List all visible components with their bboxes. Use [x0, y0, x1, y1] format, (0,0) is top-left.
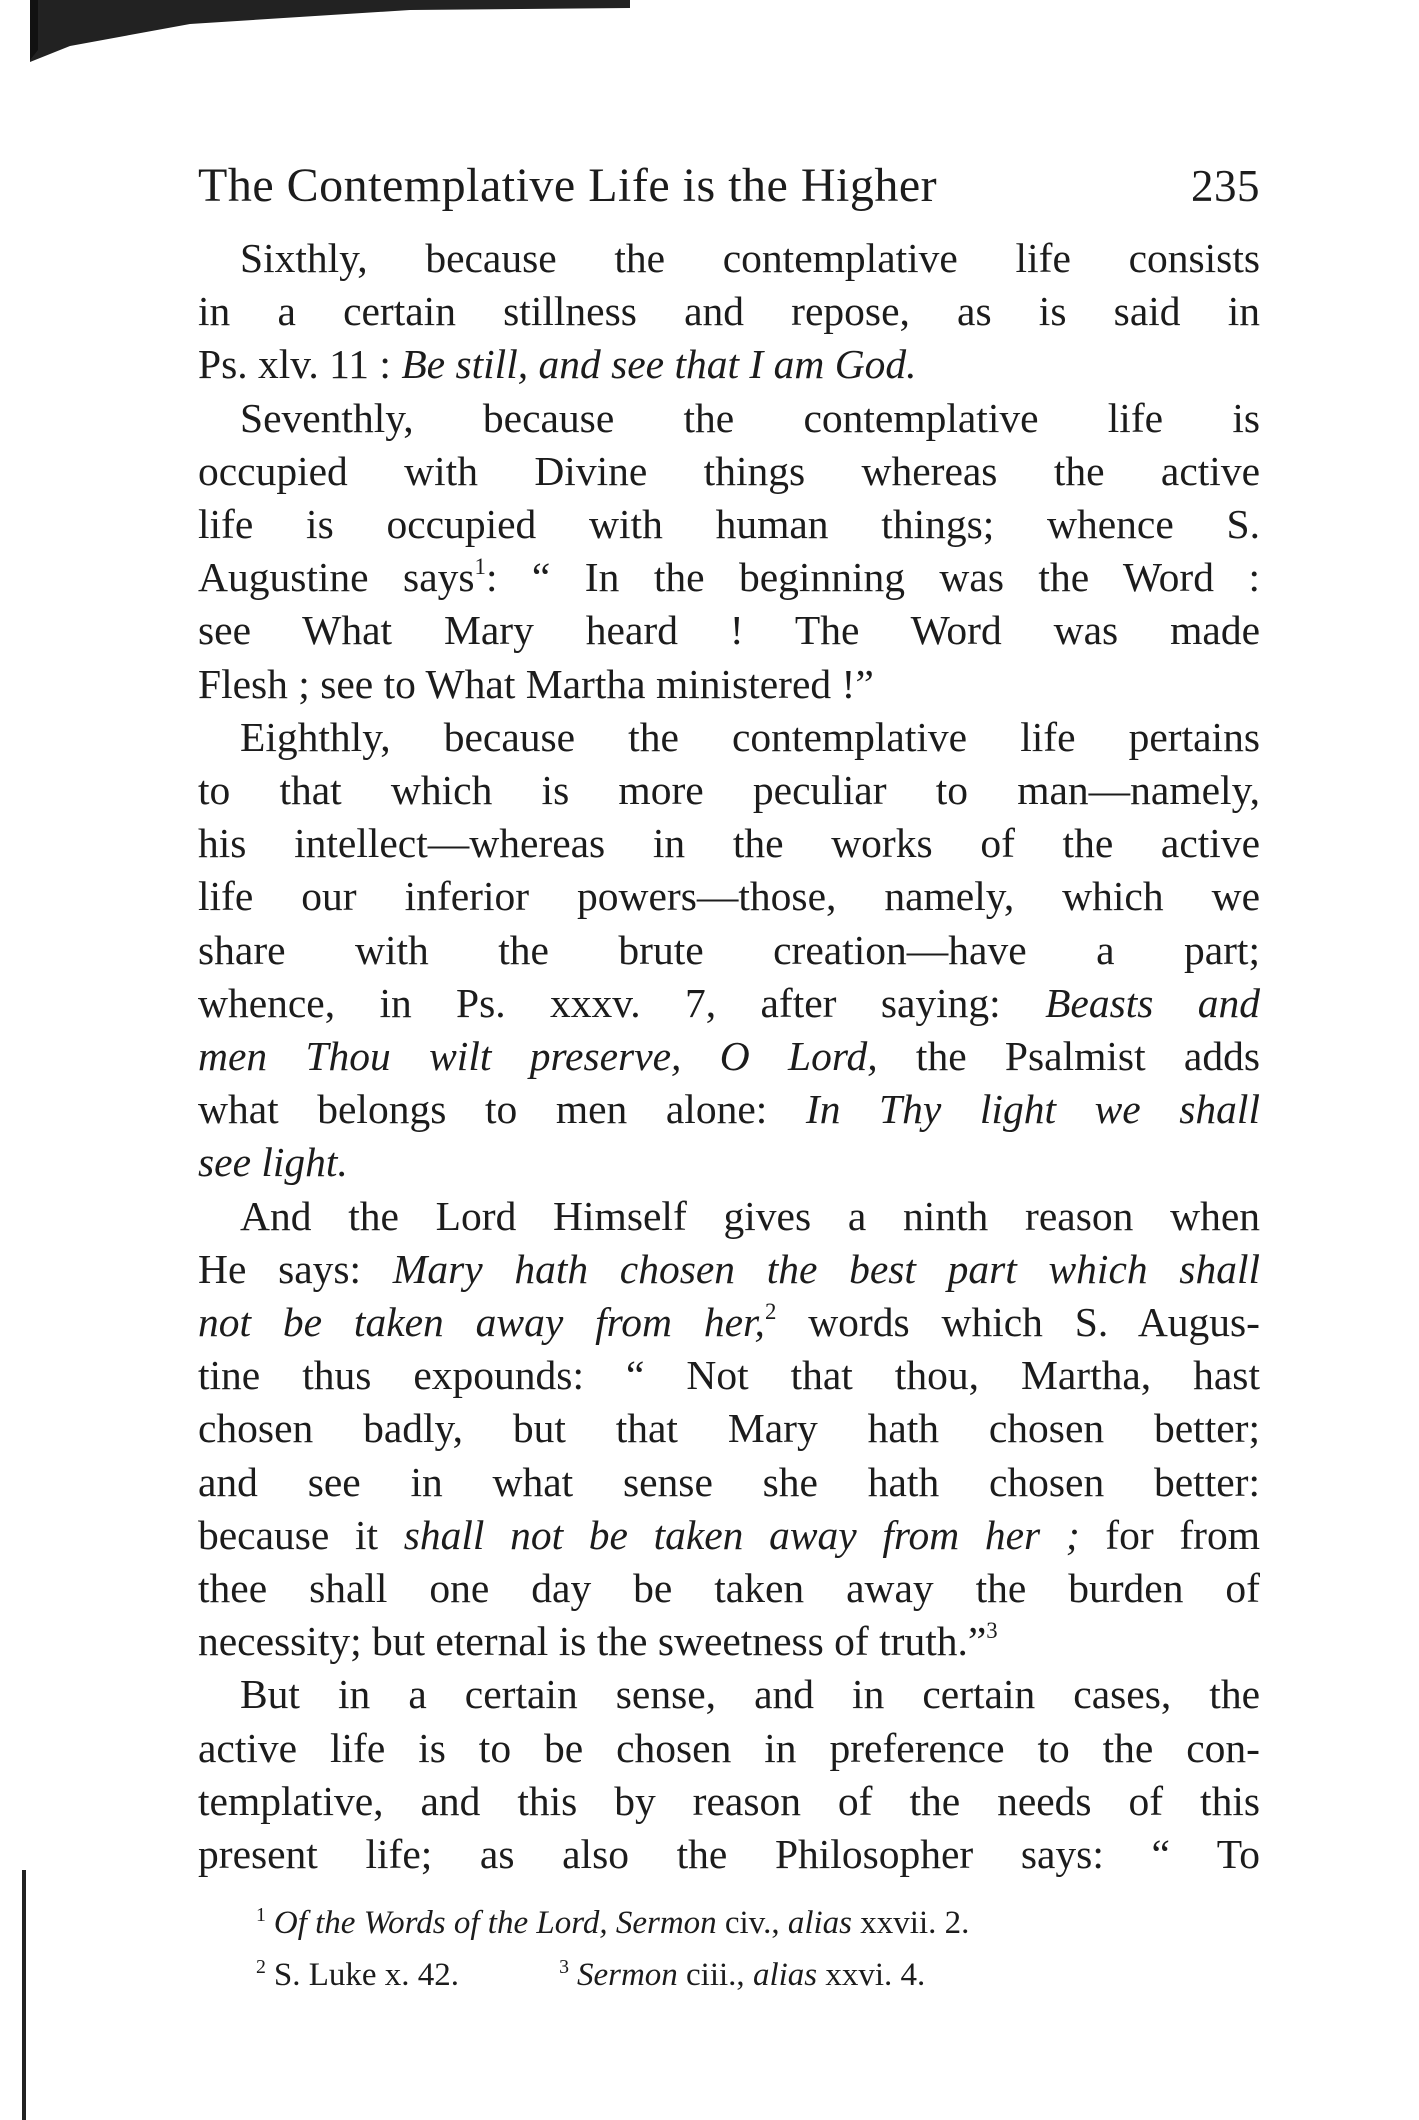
italic-run: alias [787, 1905, 853, 1942]
text-line [198, 1456, 1260, 1509]
running-head [198, 158, 1260, 230]
italic-run: see light. [198, 1139, 348, 1186]
text-run: because it [198, 1511, 404, 1558]
text-run: templative, and this by reason of the needs of this [198, 1777, 1260, 1824]
text-line [198, 977, 1260, 1030]
text-run: S. Luke x. 42. [273, 1957, 460, 1994]
paragraph [198, 1668, 1260, 1881]
text-run: Sixthly, because the contemplative life consists [240, 235, 1260, 281]
text-run: Eighthly, because the contemplative life pertains [240, 713, 1260, 760]
text-line [198, 338, 1260, 391]
italic-run: Sermon [576, 1957, 678, 1994]
text-line [198, 1296, 1260, 1349]
text-line [198, 924, 1260, 977]
text-run: see What Mary heard ! The Word was made [198, 607, 1260, 654]
italic-run: Of the Words of the Lord, Sermon [273, 1905, 717, 1942]
text-line [198, 1190, 1260, 1243]
text-run: present life; as also the Philosopher says: “ To [198, 1831, 1260, 1878]
text-line [198, 817, 1260, 870]
text-line [198, 551, 1260, 604]
text-run: Flesh ; see to What Martha ministered !” [198, 660, 874, 707]
footnote [256, 1957, 459, 1993]
italic-run: shall not be taken away from her ; [403, 1511, 1080, 1558]
text-run: He says: [198, 1245, 393, 1292]
text-run: xxvi. 4. [817, 1957, 926, 1994]
text-run: ciii., [677, 1957, 753, 1994]
text-line [198, 870, 1260, 923]
paragraph [198, 1190, 1260, 1669]
italic-run: not be taken away from her, [198, 1299, 765, 1346]
text-run: chosen badly, but that Mary hath chosen better; [198, 1405, 1260, 1452]
text-line [198, 604, 1260, 657]
book-page [198, 158, 1260, 1997]
text-line [198, 445, 1260, 498]
footnote-number: 2 [256, 1956, 266, 1979]
text-run: and see in what sense she hath chosen better: [198, 1458, 1260, 1505]
footnotes [198, 1893, 1260, 1997]
text-line [198, 1509, 1260, 1562]
italic-run: Mary hath chosen the best part which shall [392, 1245, 1261, 1292]
text-run: Ps. xlv. 11 : [198, 341, 402, 388]
text-line [198, 1349, 1260, 1402]
text-line [198, 1775, 1260, 1828]
italic-run: Beasts and [1045, 979, 1261, 1026]
footnote-ref: 3 [986, 1618, 998, 1644]
italic-run: alias [752, 1957, 818, 1994]
scan-margin-line [20, 1860, 28, 2120]
italic-run: men Thou wilt preserve, O Lord, [198, 1033, 878, 1080]
paragraph [198, 711, 1260, 1190]
footnote-row [256, 1893, 1260, 1945]
body-text [198, 232, 1260, 1881]
text-line [198, 1828, 1260, 1881]
page-number: 235 [1191, 161, 1260, 211]
paragraph [198, 392, 1260, 711]
text-run: And the Lord Himself gives a ninth reason when [240, 1192, 1260, 1239]
text-run: words which S. Augus- [776, 1299, 1261, 1346]
text-line [198, 285, 1260, 338]
text-line [198, 1243, 1260, 1296]
text-line [198, 1136, 1260, 1189]
text-line [198, 1562, 1260, 1615]
text-line [198, 658, 1260, 711]
text-run: what belongs to men alone: [198, 1086, 806, 1133]
text-line [198, 232, 1260, 285]
text-line [198, 764, 1260, 817]
text-run: share with the brute creation—have a part; [198, 926, 1260, 973]
text-line [198, 498, 1260, 551]
text-run: for from [1079, 1511, 1261, 1558]
text-run: to that which is more peculiar to man—namely, [198, 767, 1260, 814]
text-line [198, 1722, 1260, 1775]
text-run: : “ In the beginning was the Word : [485, 554, 1260, 601]
text-line [198, 1030, 1260, 1083]
text-run: life is occupied with human things; whence S. [198, 501, 1260, 548]
paragraph [198, 232, 1260, 392]
text-run: active life is to be chosen in preference to the con- [198, 1724, 1260, 1771]
text-run: Seventhly, because the contemplative life is [240, 394, 1260, 441]
text-line [198, 711, 1260, 764]
footnote-ref: 1 [474, 554, 486, 580]
footnote [559, 1957, 925, 1993]
footnote-row [256, 1945, 1260, 1997]
text-line [198, 1668, 1260, 1721]
footnote [256, 1905, 969, 1941]
text-run: xxvii. 2. [852, 1905, 970, 1942]
text-run: thee shall one day be taken away the burden of [198, 1565, 1260, 1612]
italic-run: In Thy light we shall [805, 1086, 1260, 1133]
text-run: life our inferior powers—those, namely, which we [198, 873, 1260, 920]
italic-run: Be still, and see that I am God. [401, 341, 917, 388]
text-run: Augustine says [198, 554, 475, 601]
text-run: the Psalmist adds [877, 1033, 1260, 1080]
text-line [198, 1615, 1260, 1668]
text-run: whence, in Ps. xxxv. 7, after saying: [198, 979, 1046, 1026]
scan-edge-mark [30, 0, 630, 62]
footnote-number: 1 [256, 1904, 266, 1927]
text-line [198, 392, 1260, 445]
running-title: The Contemplative Life is the Higher [198, 159, 938, 212]
footnote-ref: 2 [764, 1298, 777, 1324]
text-line [198, 1083, 1260, 1136]
text-run: his intellect—whereas in the works of the active [198, 820, 1260, 867]
text-run: occupied with Divine things whereas the active [198, 447, 1260, 494]
text-run: in a certain stillness and repose, as is said in [198, 288, 1260, 335]
text-run: necessity; but eternal is the sweetness of truth.” [198, 1618, 987, 1665]
text-line [198, 1402, 1260, 1455]
text-run: But in a certain sense, and in certain cases, the [240, 1671, 1260, 1718]
footnote-number: 3 [559, 1956, 569, 1979]
text-run: tine thus expounds: “ Not that thou, Martha, hast [198, 1352, 1260, 1399]
text-run: civ., [716, 1905, 788, 1942]
